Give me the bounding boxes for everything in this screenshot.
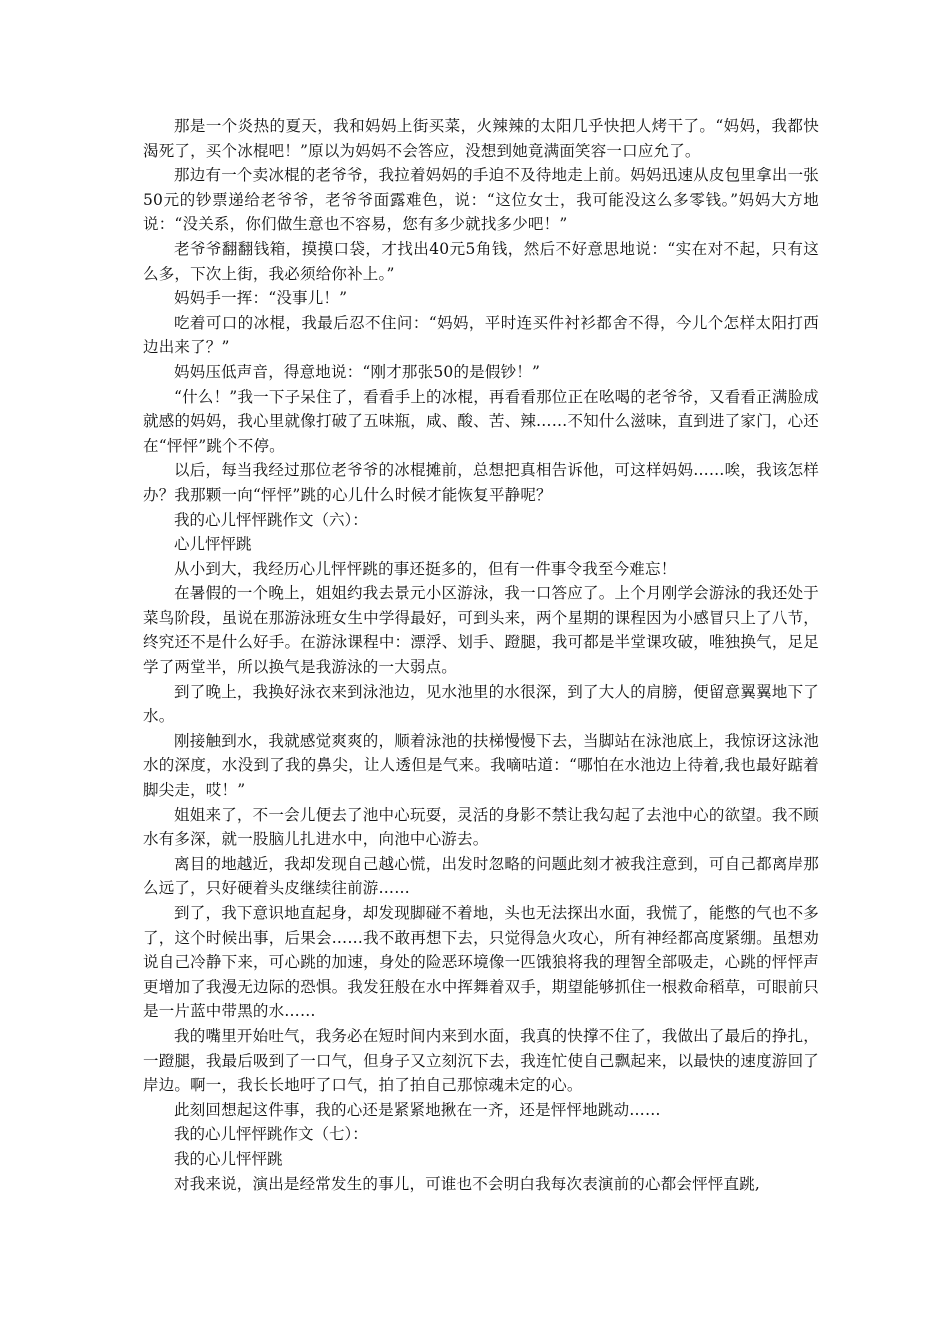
document-body — [143, 114, 819, 1196]
paragraph-shocked: “什么！”我一下子呆住了，看看手上的冰棍，再看看那位正在吆喝的老爷爷，又看看正满脸成就感的妈妈，我心里就像打破了五味瓶，咸、酸、苦、辣……不知什么滋味，直到进了家门，心还在“怦怦”跳个不停。 — [143, 387, 819, 455]
paragraph-summer-swim: 在暑假的一个晚上，姐姐约我去景元小区游泳，我一口答应了。上个月刚学会游泳的我还处于菜鸟阶段，虽说在那游泳班女生中学得最好，可到头来，两个星期的课程因为小感冒只上了八节，终究还不是什么好手。在游泳课程中：漂浮、划手、蹬腿，我可都是半堂课攻破，唯独换气，足足学了两堂半，所以换气是我游泳的一大弱点。 — [143, 584, 819, 677]
paragraph-fake-note: 妈妈压低声音，得意地说：“刚才那张50的是假钞！” — [174, 362, 541, 381]
paragraph-sister-swims: 姐姐来了，不一会儿便去了池中心玩耍，灵活的身影不禁让我勾起了去池中心的欲望。我不顾水有多深，就一股脑儿扎进水中，向池中心游去。 — [143, 805, 819, 849]
paragraph-question-mom: 吃着可口的冰棍，我最后忍不住问：“妈妈，平时连买件衬衫都舍不得，今儿个怎样太阳打西边出来了？” — [143, 313, 819, 357]
paragraph-performance: 对我来说，演出是经常发生的事儿，可谁也不会明白我每次表演前的心都会怦怦直跳, — [174, 1174, 761, 1193]
essay-title-six: 心儿怦怦跳 — [174, 535, 252, 554]
paragraph-getting-closer: 离目的地越近，我却发现自己越心慌，出发时忽略的问题此刻才被我注意到，可自己都离岸那么远了，只好硬着头皮继续往前游…… — [143, 854, 819, 898]
paragraph-enter-water: 刚接触到水，我就感觉爽爽的，顺着泳池的扶梯慢慢下去，当脚站在泳池底上，我惊讶这泳池水的深度，水没到了我的鼻尖，让人透但是气来。我嘀咕道：“哪怕在水池边上待着,我也最好踮着脚尖走，哎！” — [143, 731, 819, 800]
paragraph-old-man-vendor: 那边有一个卖冰棍的老爷爷，我拉着妈妈的手迫不及待地走上前。妈妈迅速从皮包里拿出一张50元的钞票递给老爷爷，老爷爷面露难色，说：“这位女士，我可能没这么多零钱。”妈妈大方地说：“没关系，你们做生意也不容易，您有多少就找多少吧！” — [143, 166, 819, 234]
paragraph-ice-pop-summer: 那是一个炎热的夏天，我和妈妈上街买菜，火辣辣的太阳几乎快把人烤干了。“妈妈，我都快渴死了，买个冰棍吧！”原以为妈妈不会答应，没想到她竟满面笑容一口应允了。 — [143, 117, 819, 160]
paragraph-pool-edge: 到了晚上，我换好泳衣来到泳池边，见水池里的水很深，到了大人的肩膀，便留意翼翼地下了水。 — [143, 682, 819, 726]
paragraph-struggle: 我的嘴里开始吐气，我务必在短时间内来到水面，我真的快撑不住了，我做出了最后的挣扎，一蹬腿，我最后吸到了一口气，但身子又立刻沉下去，我连忙使自己飘起来，以最快的速度游回了岸边。啊一，我长长地吁了口气，拍了拍自己那惊魂未定的心。 — [143, 1026, 819, 1095]
paragraph-afterwards: 以后，每当我经过那位老爷爷的冰棍摊前，总想把真相告诉他，可这样妈妈……唉，我该怎样办？我那颗一向“怦怦”跳的心儿什么时候才能恢复平静呢？ — [143, 461, 819, 504]
section-heading-seven: 我的心儿怦怦跳作文（七）： — [174, 1125, 368, 1144]
paragraph-since-childhood: 从小到大，我经历心儿怦怦跳的事还挺多的，但有一件事令我至今难忘！ — [174, 559, 677, 578]
paragraph-panic: 到了，我下意识地直起身，却发现脚碰不着地，头也无法探出水面，我慌了，能憋的气也不多了，这个时候出事，后果会……我不敢再想下去，只觉得急火攻心，所有神经都高度紧绷。虽想劝说自己冷静下来，可心跳的加速，身处的险恶环境像一匹饿狼将我的理智全部吸走，心跳的怦怦声更增加了我漫无边际的恐惧。我发狂般在水中挥舞着双手，期望能够抓住一根救命稻草，可眼前只是一片蓝中带黑的水…… — [143, 904, 819, 1021]
section-heading-six: 我的心儿怦怦跳作文（六）： — [174, 510, 368, 529]
paragraph-recall: 此刻回想起这件事，我的心还是紧紧地揪在一齐，还是怦怦地跳动…… — [174, 1100, 661, 1119]
paragraph-mom-wave: 妈妈手一挥：“没事儿！” — [174, 289, 348, 308]
essay-title-seven: 我的心儿怦怦跳 — [174, 1149, 283, 1168]
paragraph-change-given: 老爷爷翻翻钱箱，摸摸口袋，才找出40元5角钱，然后不好意思地说：“实在对不起，只有这么多，下次上街，我必须给你补上。” — [143, 239, 819, 283]
